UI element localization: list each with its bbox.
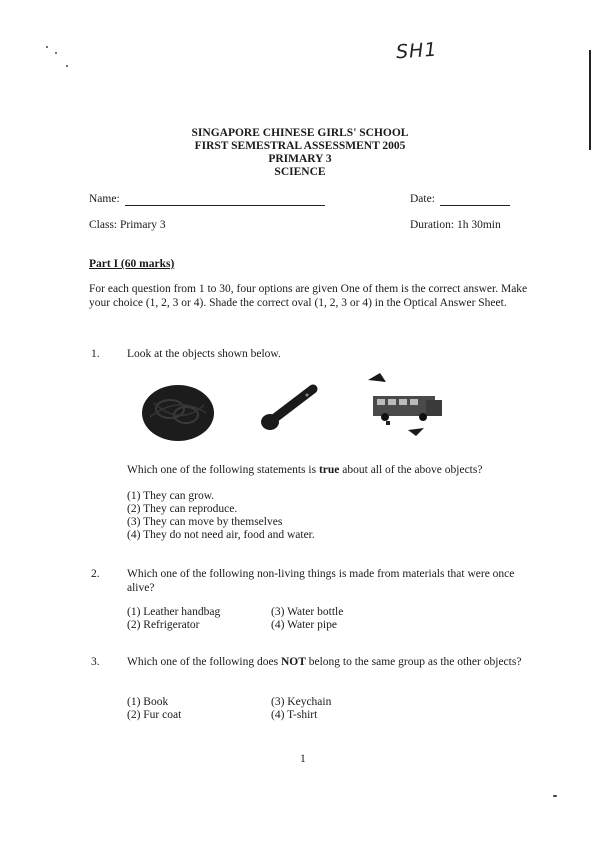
option-3: (3) Water bottle <box>271 606 344 618</box>
question-number: 2. <box>91 568 100 580</box>
scan-speck <box>66 65 68 67</box>
option-2: (2) They can reproduce. <box>127 503 238 515</box>
option-3: (3) Keychain <box>271 696 332 708</box>
assessment-title: FIRST SEMESTRAL ASSESSMENT 2005 <box>194 140 406 152</box>
stem-text: about all of the above objects? <box>339 464 483 476</box>
question-stem <box>127 656 527 670</box>
scan-speck <box>55 52 57 54</box>
question-number: 3. <box>91 656 100 668</box>
option-1: (1) They can grow. <box>127 490 215 502</box>
school-name: SINGAPORE CHINESE GIRLS' SCHOOL <box>191 127 409 139</box>
stem-emphasis: true <box>318 464 340 476</box>
part-title: Part I (60 marks) <box>89 258 175 270</box>
toy-bus-image <box>368 370 448 440</box>
scan-edge-line <box>589 50 591 150</box>
option-1: (1) Leather handbag <box>127 606 221 618</box>
scan-speck <box>553 795 557 797</box>
class-label: Class: Primary 3 <box>89 219 166 231</box>
torch-image <box>257 383 322 435</box>
exam-header <box>150 127 450 179</box>
option-2: (2) Refrigerator <box>127 619 200 631</box>
page-number: 1 <box>300 753 306 765</box>
name-field[interactable] <box>125 205 325 206</box>
date-label: Date: <box>410 193 435 205</box>
level-title: PRIMARY 3 <box>268 153 332 165</box>
question-stem: Which one of the following non-living things is made from materials that were once alive? <box>127 568 515 594</box>
date-field[interactable] <box>440 205 510 206</box>
question-number: 1. <box>91 348 100 360</box>
question-stem <box>127 464 547 478</box>
option-4: (4) T-shirt <box>271 709 318 721</box>
option-list <box>127 490 315 542</box>
option-4: (4) Water pipe <box>271 619 337 631</box>
scan-speck <box>46 46 48 48</box>
wool-ball-image <box>140 383 220 443</box>
instructions: For each question from 1 to 30, four options are given One of them is the correct answer. Make your choice (1, 2, 3 or 4). Shade the correct oval (1, 2, 3 or 4) in the Optical Answer Sheet. <box>89 283 528 309</box>
name-label: Name: <box>89 193 120 205</box>
stem-text: Which one of the following statements is <box>127 464 319 476</box>
option-1: (1) Book <box>127 696 169 708</box>
stem-text: belong to the same group as the other objects? <box>305 656 522 668</box>
question-intro: Look at the objects shown below. <box>127 348 281 360</box>
stem-text: Which one of the following does <box>127 656 281 668</box>
duration-label: Duration: 1h 30min <box>410 219 501 231</box>
option-4: (4) They do not need air, food and water. <box>127 529 315 541</box>
stem-emphasis: NOT <box>280 656 306 668</box>
handwritten-mark: SH1 <box>395 38 439 64</box>
option-2: (2) Fur coat <box>127 709 182 721</box>
subject-title: SCIENCE <box>274 166 326 178</box>
option-3: (3) They can move by themselves <box>127 516 283 528</box>
